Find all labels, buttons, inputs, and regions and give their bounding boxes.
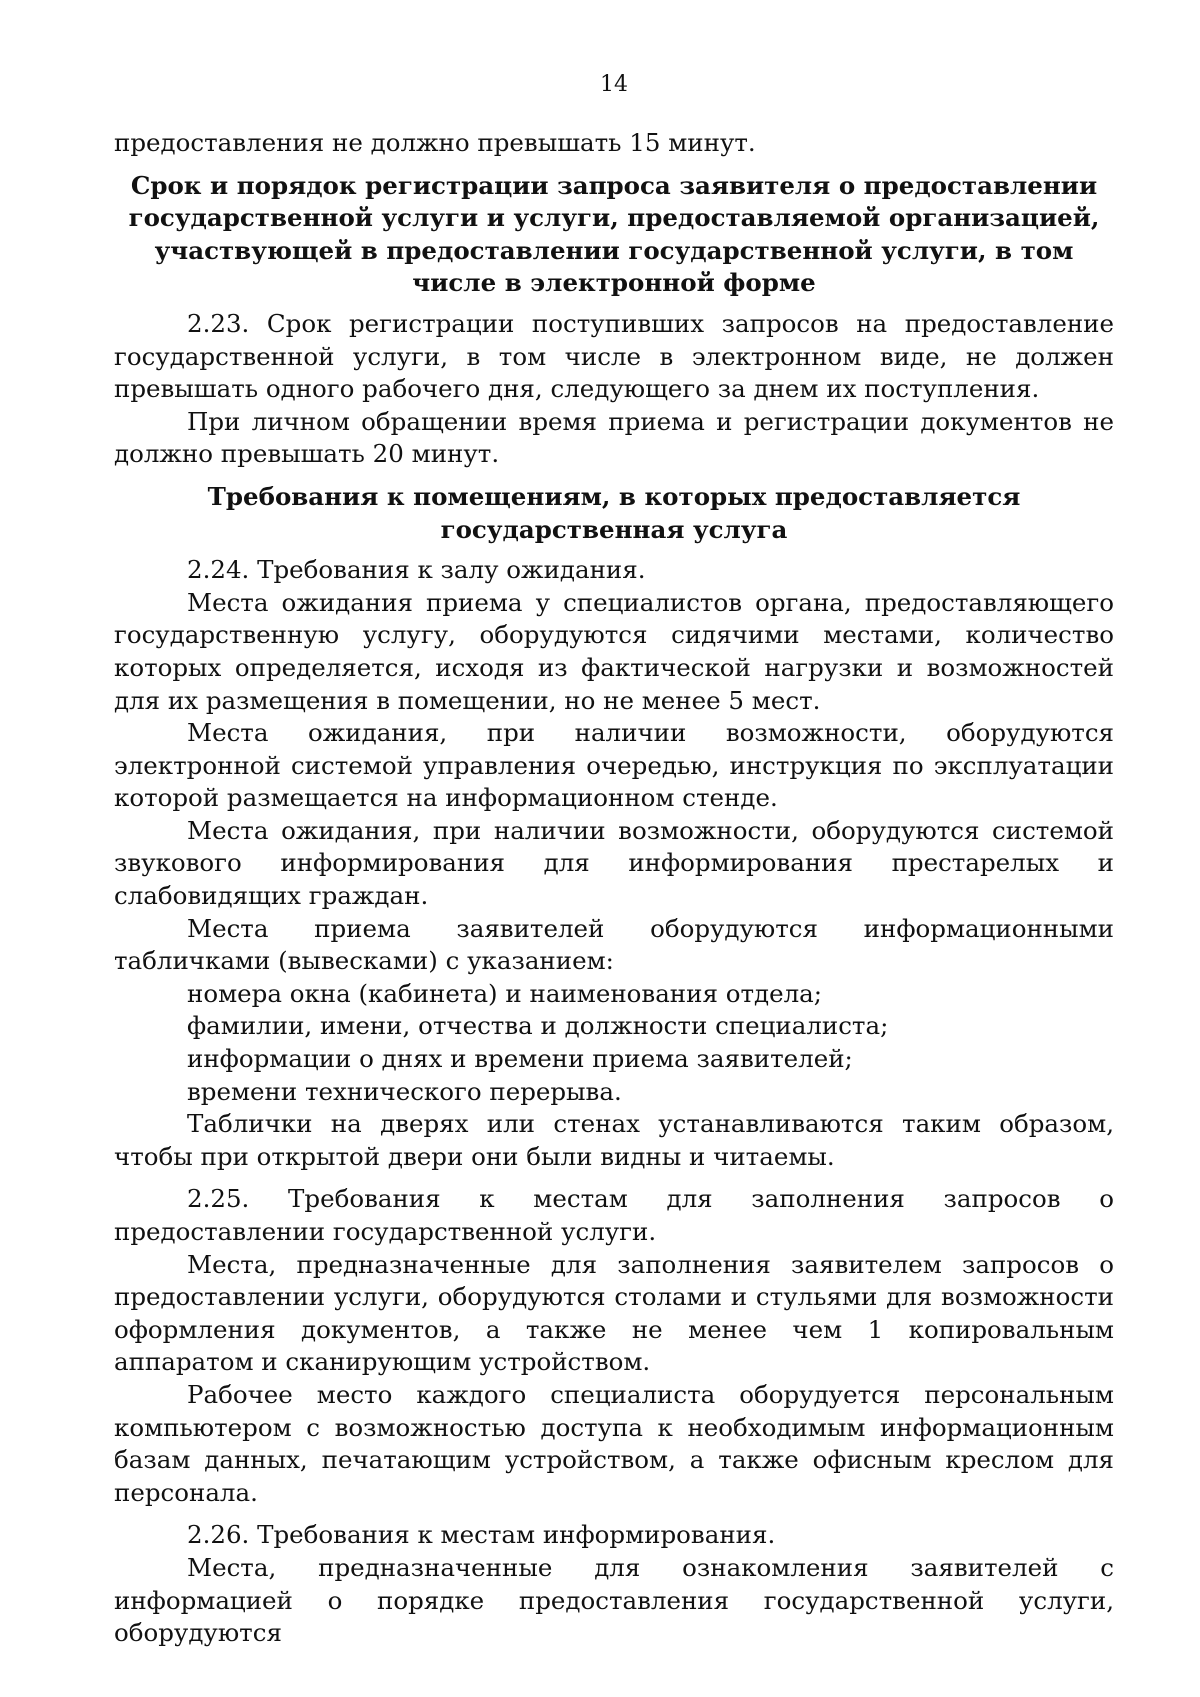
paragraph-sound-system: Места ожидания, при наличии возможности, оборудуются системой звукового информирования для информирования престарелых и слабовидящих граждан. bbox=[114, 815, 1114, 911]
list-item-reception-days: информации о днях и времени приема заявителей; bbox=[187, 1044, 853, 1074]
list-item-break-time: времени технического перерыва. bbox=[187, 1076, 622, 1106]
paragraph-2-24: 2.24. Требования к залу ожидания. bbox=[187, 555, 646, 585]
paragraph-queue-system: Места ожидания, при наличии возможности, оборудуются электронной системой управления очередью, инструкция по эксплуатации которой размещается на информационном стенде. bbox=[114, 718, 1114, 813]
paragraph-personal-appeal: При личном обращении время приема и регистрации документов не должно превышать 20 минут. bbox=[114, 406, 1114, 469]
paragraph-waiting-seats: Места ожидания приема у специалистов органа, предоставляющего государственную услугу, оборудуются сидячими местами, количество которых определяется, исходя из фактической нагрузки и возможностей для их размещения в помещении, но не менее 5 мест. bbox=[114, 587, 1114, 715]
document-body bbox=[114, 127, 1114, 1650]
paragraph-2-23: 2.23. Срок регистрации поступивших запросов на предоставление государственной услуги, в том числе в электронном виде, не должен превышать одного рабочего дня, следующего за днем их поступления. bbox=[114, 308, 1114, 404]
paragraph-door-signs: Таблички на дверях или стенах устанавливаются таким образом, чтобы при открытой двери они были видны и читаемы. bbox=[114, 1109, 1114, 1171]
page-number: 14 bbox=[600, 72, 628, 97]
paragraph-signs: Места приема заявителей оборудуются информационными табличками (вывесками) с указанием: bbox=[114, 913, 1114, 976]
paragraph-filling-places: Места, предназначенные для заполнения заявителем запросов о предоставлении услуги, оборудуются столами и стульями для возможности оформления документов, а также не менее чем 1 копировальным аппаратом и сканирующим устройством. bbox=[114, 1249, 1114, 1377]
list-item-specialist-name: фамилии, имени, отчества и должности специалиста; bbox=[187, 1011, 889, 1041]
list-item-window-number: номера окна (кабинета) и наименования отдела; bbox=[187, 978, 823, 1008]
paragraph-info-places: Места, предназначенные для ознакомления заявителей с информацией о порядке предоставления государственной услуги, оборудуются bbox=[114, 1552, 1114, 1648]
paragraph-2-25: 2.25. Требования к местам для заполнения запросов о предоставлении государственной услуги. bbox=[114, 1184, 1114, 1246]
paragraph-2-26: 2.26. Требования к местам информирования. bbox=[187, 1520, 776, 1550]
section-heading-premises: Требования к помещениям, в которых предоставляется государственная услуга bbox=[207, 481, 1021, 544]
paragraph-continuation: предоставления не должно превышать 15 минут. bbox=[114, 128, 756, 157]
paragraph-workplace: Рабочее место каждого специалиста оборудуется персональным компьютером с возможностью доступа к необходимым информационным базам данных, печатающим устройством, а также офисным креслом для персонала. bbox=[114, 1379, 1114, 1507]
section-heading-registration: Срок и порядок регистрации запроса заявителя о предоставлении государственной услуги и услуги, предоставляемой организацией, участвующей в предоставлении государственной услуги, в том числе в электронной форме bbox=[128, 170, 1100, 298]
